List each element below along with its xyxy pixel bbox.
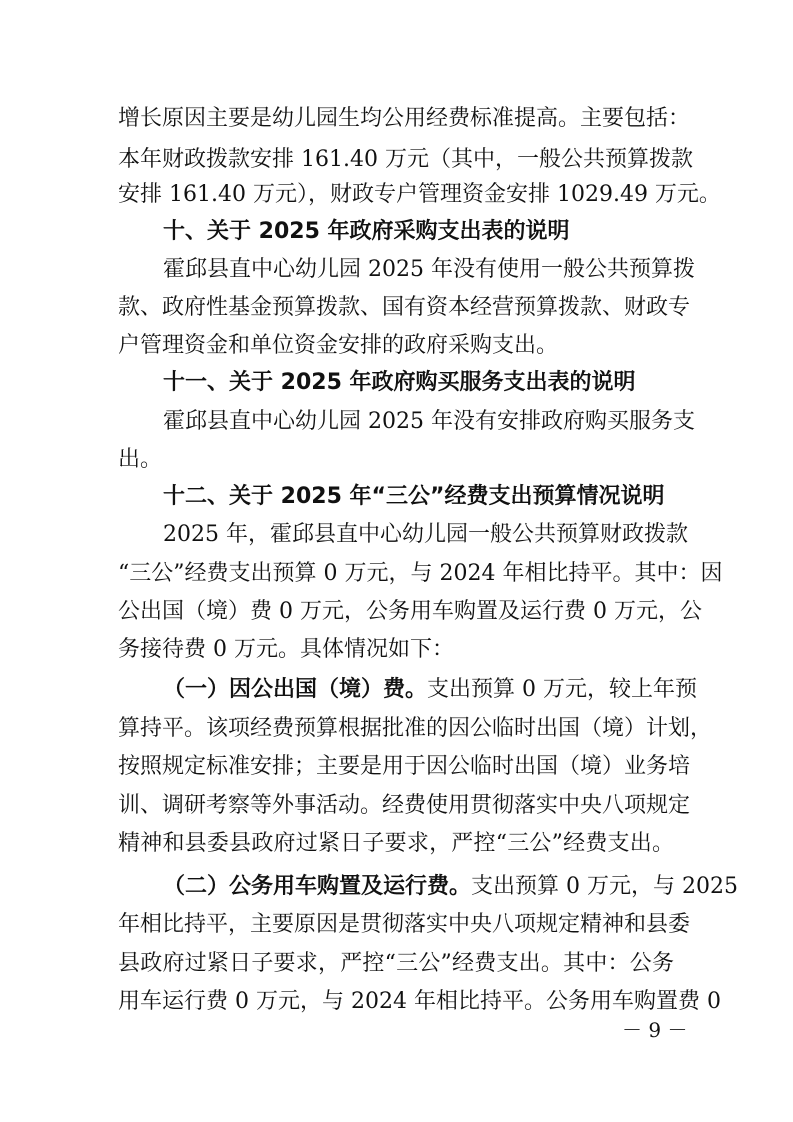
- body-line: 算持平。该项经费预算根据批准的因公临时出国（境）计划，: [118, 716, 713, 741]
- body-line: 县政府过紧日子要求，严控“三公”经费支出。其中：公务: [118, 951, 674, 976]
- body-line: 年相比持平，主要原因是贯彻落实中央八项规定精神和县委: [118, 912, 691, 937]
- body-line: 用车运行费 0 万元，与 2024 年相比持平。公务用车购置费 0: [118, 989, 721, 1014]
- body-line: 精神和县委县政府过紧日子要求，严控“三公”经费支出。: [118, 831, 674, 856]
- body-line: 户管理资金和单位资金安排的政府采购支出。: [118, 333, 559, 358]
- subsection-line: [163, 676, 697, 704]
- body-line: 霍邱县直中心幼儿园 2025 年没有安排政府购买服务支: [163, 409, 695, 434]
- body-line: 增长原因主要是幼儿园生均公用经费标准提高。主要包括：: [118, 106, 691, 131]
- section-heading: 十、关于 2025 年政府采购支出表的说明: [163, 219, 570, 244]
- section-heading: 十一、关于 2025 年政府购买服务支出表的说明: [163, 370, 636, 395]
- body-line: 按照规定标准安排；主要是用于因公临时出国（境）业务培: [118, 754, 691, 779]
- body-line: 霍邱县直中心幼儿园 2025 年没有使用一般公共预算拨: [163, 257, 695, 282]
- body-text: 支出预算 0 万元，与 2025: [471, 874, 738, 899]
- body-line: 本年财政拨款安排 161.40 万元（其中，一般公共预算拨款: [118, 147, 693, 172]
- body-line: “三公”经费支出预算 0 万元，与 2024 年相比持平。其中：因: [118, 561, 723, 586]
- body-line: 款、政府性基金预算拨款、国有资本经营预算拨款、财政专: [118, 295, 691, 320]
- body-line: 训、调研考察等外事活动。经费使用贯彻落实中央八项规定: [118, 793, 691, 818]
- body-line: 出。: [118, 447, 163, 472]
- body-line: 安排 161.40 万元），财政专户管理资金安排 1029.49 万元。: [118, 182, 721, 207]
- body-line: 2025 年，霍邱县直中心幼儿园一般公共预算财政拨款: [163, 522, 688, 547]
- body-line: 务接待费 0 万元。具体情况如下：: [118, 637, 454, 662]
- page-number: － 9 －: [622, 1018, 688, 1042]
- section-heading: 十二、关于 2025 年“三公”经费支出预算情况说明: [163, 484, 665, 509]
- subsection-line: [163, 873, 738, 901]
- body-text: 支出预算 0 万元，较上年预: [427, 677, 697, 702]
- body-line: 公出国（境）费 0 万元，公务用车购置及运行费 0 万元，公: [118, 599, 702, 624]
- subsection-heading: （一）因公出国（境）费。: [163, 677, 428, 702]
- subsection-heading: （二）公务用车购置及运行费。: [163, 874, 472, 899]
